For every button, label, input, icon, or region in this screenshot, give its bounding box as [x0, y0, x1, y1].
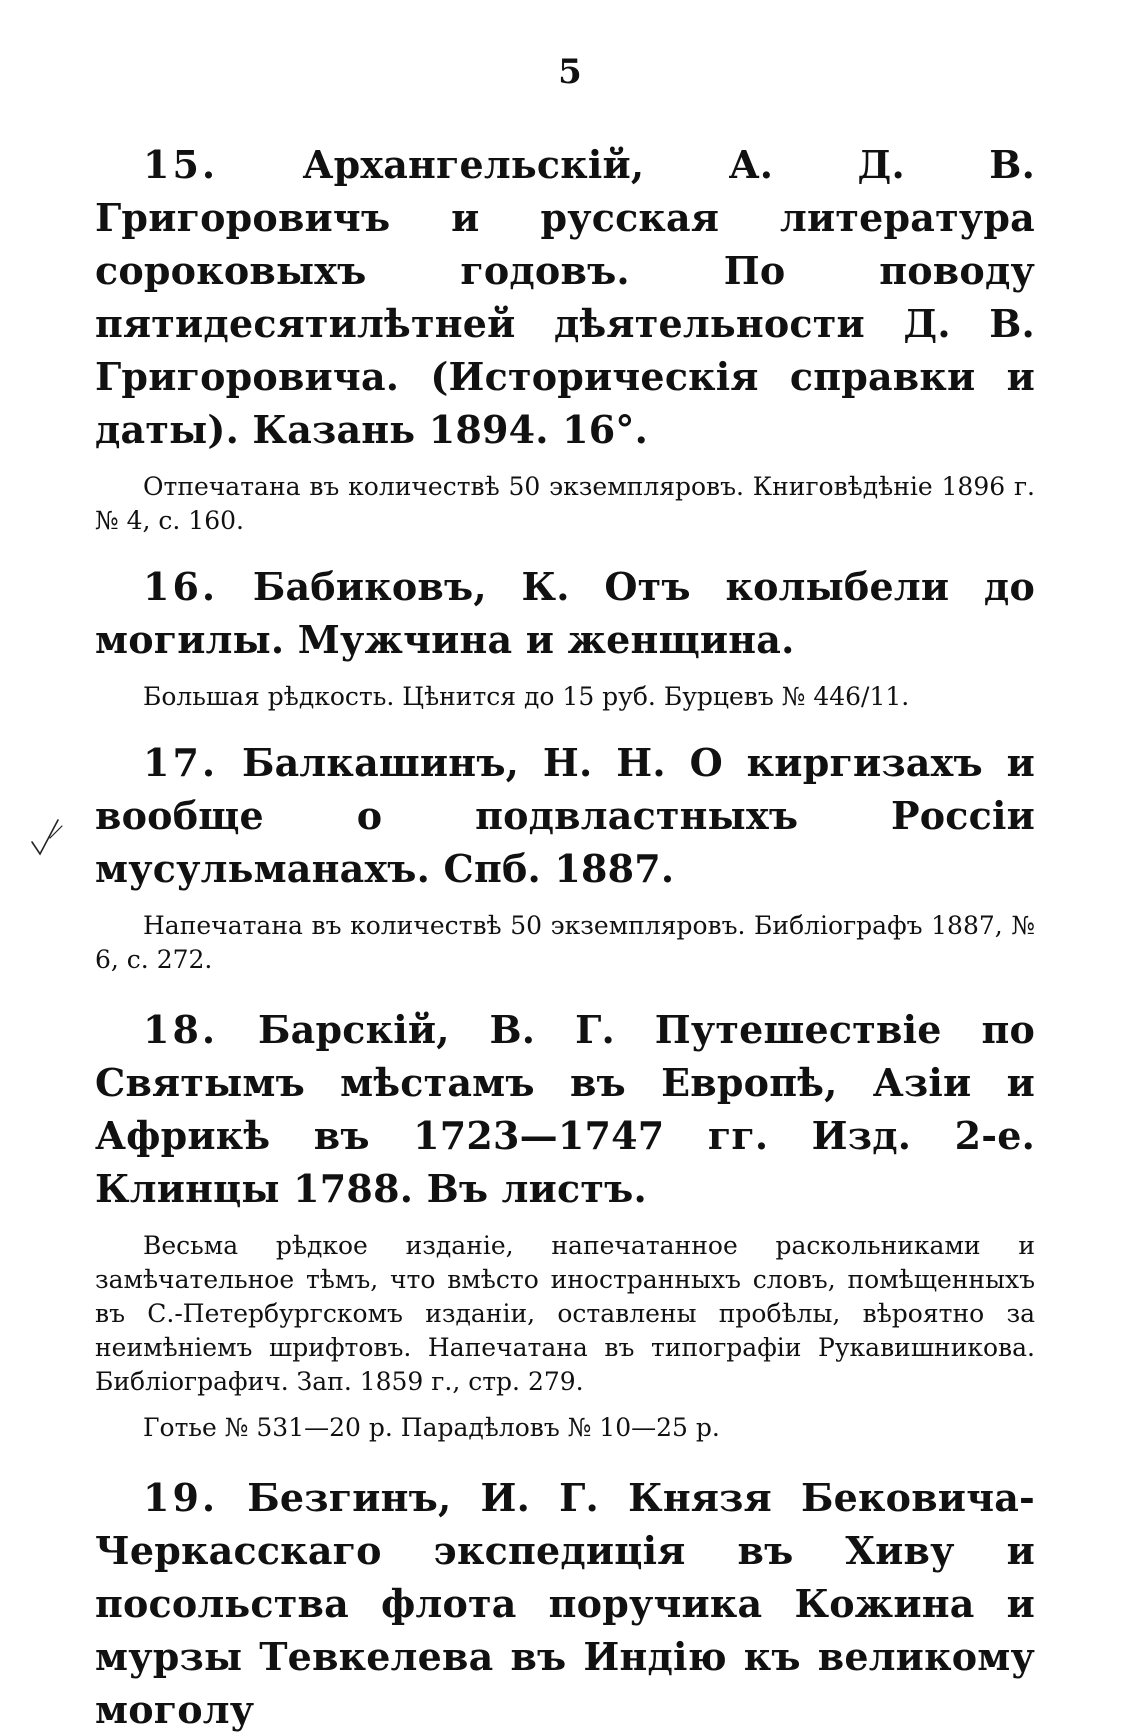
entry-note: Весьма рѣдкое изданіе, напечатанное раскольниками и замѣчательное тѣмъ, что вмѣсто иностранныхъ словъ, помѣщенныхъ въ С.-Петербургскомъ изданіи, оставлены пробѣлы, вѣроятно за неимѣніемъ шрифтовъ. Напечатана въ типографіи Рукавишникова. Библіографич. Зап. 1859 г., стр. 279.	[95, 1231, 1035, 1396]
entry-title-text: Балкашинъ, Н. Н. О киргизахъ и вообще о подвластныхъ Россіи мусульманахъ. Спб. 1887.	[95, 740, 1035, 891]
entry-title-text: Безгинъ, И. Г. Князя Бековича-Черкасскаго экспедиція въ Хиву и посольства флота поручика Кожина и мурзы Тевкелева въ Индію къ великому моголу	[95, 1475, 1035, 1732]
entry-title	[95, 560, 1035, 666]
entry-title	[95, 138, 1035, 456]
entry-number: 16.	[143, 564, 219, 609]
entry-note: Готье № 531—20 р. Парадѣловъ № 10—25 р.	[143, 1413, 720, 1442]
entry-number: 17.	[143, 740, 219, 785]
bibliography-entry	[95, 138, 1035, 538]
entry-title-text: Бабиковъ, К. Отъ колыбели до могилы. Мужчина и женщина.	[95, 564, 1035, 662]
bibliography-entry	[95, 736, 1035, 977]
entry-note: Большая рѣдкость. Цѣнится до 15 руб. Бурцевъ № 446/11.	[143, 682, 910, 711]
page-number: 5	[558, 52, 582, 92]
entry-title	[95, 1003, 1035, 1215]
entry-number: 18.	[143, 1007, 219, 1052]
text-column	[95, 138, 1035, 1736]
bibliography-entry	[95, 560, 1035, 714]
entry-number: 15.	[143, 142, 219, 187]
entry-number: 19.	[143, 1475, 219, 1520]
handwritten-check-mark-icon	[28, 814, 68, 860]
entry-title-text: Барскій, В. Г. Путешествіе по Святымъ мѣстамъ въ Европѣ, Азіи и Африкѣ въ 1723—1747 гг. Изд. 2-е. Клинцы 1788. Въ листъ.	[95, 1007, 1035, 1211]
entry-title	[95, 736, 1035, 895]
entry-note: Отпечатана въ количествѣ 50 экземпляровъ. Книговѣдѣніе 1896 г. № 4, с. 160.	[95, 472, 1035, 535]
bibliography-entry	[95, 1003, 1035, 1445]
entry-note: Напечатана въ количествѣ 50 экземпляровъ. Библіографъ 1887, № 6, с. 272.	[95, 911, 1035, 974]
entry-title-text: Архангельскій, А. Д. В. Григоровичъ и русская литература сороковыхъ годовъ. По поводу пятидесятилѣтней дѣятельности Д. В. Григоровича. (Историческія справки и даты). Казань 1894. 16°.	[95, 142, 1035, 452]
